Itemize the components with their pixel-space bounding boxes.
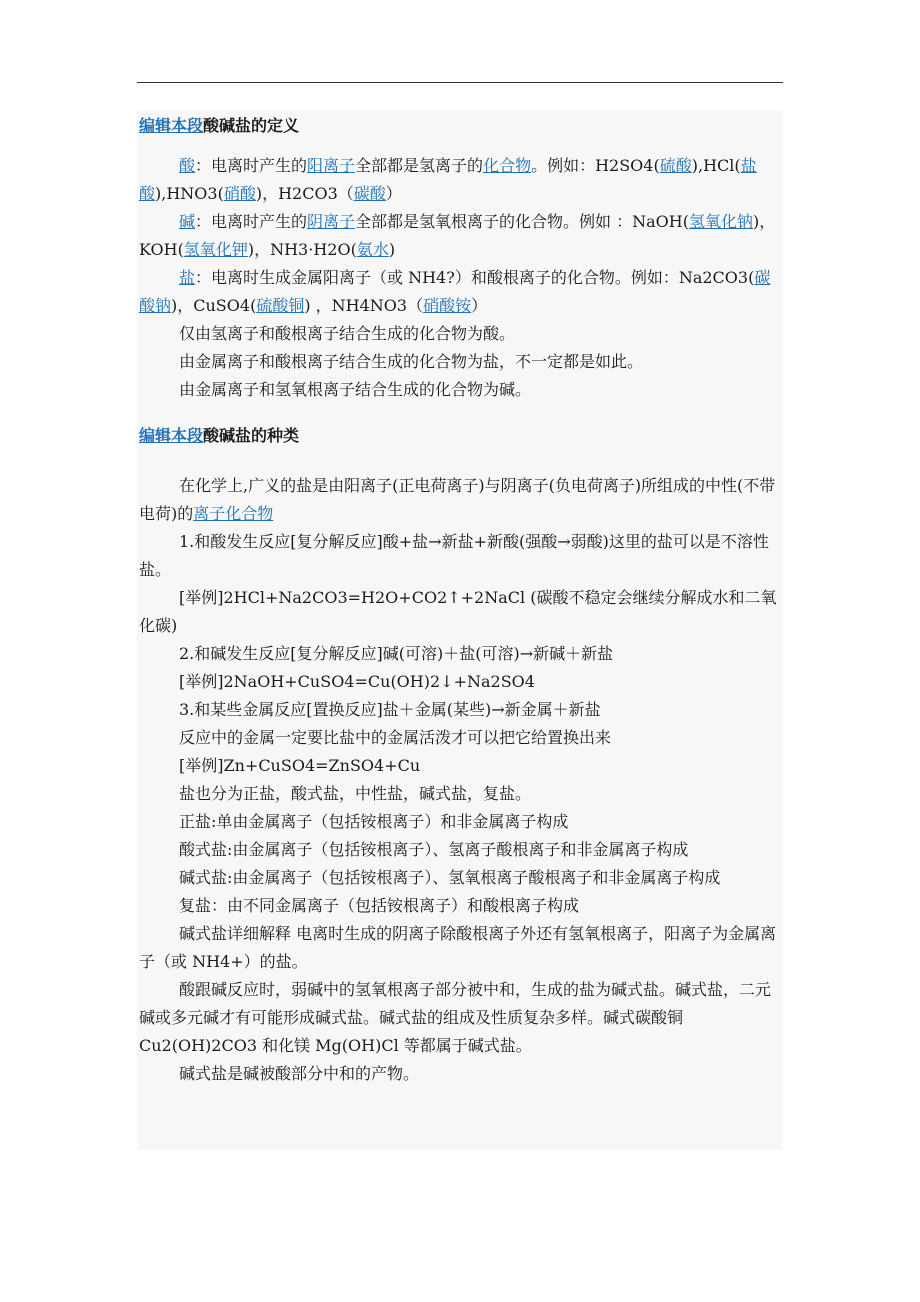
term-link-acid[interactable]: 酸 bbox=[179, 156, 196, 175]
term-link-base[interactable]: 碱 bbox=[179, 212, 196, 231]
paragraph: 2.和碱发生反应[复分解反应]碱(可溶)＋盐(可溶)→新碱＋新盐 bbox=[179, 644, 614, 663]
paragraph: [举例]Zn+CuSO4=ZnSO4+Cu bbox=[179, 756, 421, 775]
paragraph: 1.和酸发生反应[复分解反应]酸+盐→新盐+新酸(强酸→弱酸)这里的盐可以是不溶性盐。 bbox=[139, 532, 769, 579]
link-cation[interactable]: 阳离子 bbox=[307, 156, 356, 175]
paragraph: 仅由氢离子和酸根离子结合生成的化合物为酸。 bbox=[179, 324, 516, 343]
edit-section-link[interactable]: 编辑本段 bbox=[139, 116, 204, 135]
paragraph: [举例]2HCl+Na2CO3=H2O+CO2↑+2NaCl (碳酸不稳定会继续分解成水和二氧化碳) bbox=[139, 588, 777, 635]
paragraph: 正盐:单由金属离子（包括铵根离子）和非金属离子构成 bbox=[179, 812, 569, 831]
link-hydrochloric-acid[interactable]: 盐酸 bbox=[139, 156, 757, 203]
link-sodium-carbonate[interactable]: 碳酸钠 bbox=[139, 268, 771, 315]
base-definition: 碱：电离时产生的阴离子全部都是氢氧根离子的化合物。例如 ：NaOH(氢氧化钠)， KOH(氢氧化钾)，NH3·H2O(氨水) bbox=[139, 212, 776, 259]
link-ammonium-nitrate[interactable]: 硝酸铵 bbox=[423, 296, 472, 315]
paragraph: 由金属离子和酸根离子结合生成的化合物为盐，不一定都是如此。 bbox=[179, 352, 644, 371]
top-rule bbox=[137, 82, 783, 83]
acid-definition: 酸：电离时产生的阳离子全部都是氢离子的化合物。例如：H2SO4(硫酸),HCl(盐酸),HNO3(硝酸)，H2CO3（碳酸） bbox=[139, 156, 757, 203]
types-intro: 在化学上,广义的盐是由阳离子(正电荷离子)与阴离子(负电荷离子)所组成的中性(不带电荷)的离子化合物 bbox=[139, 476, 776, 523]
link-ionic-compound[interactable]: 离子化合物 bbox=[193, 504, 274, 523]
link-potassium-hydroxide[interactable]: 氢氧化钾 bbox=[183, 240, 248, 259]
link-nitric-acid[interactable]: 硝酸 bbox=[223, 184, 256, 203]
paragraph: 碱式盐:由金属离子（包括铵根离子）、氢氧根离子酸根离子和非金属离子构成 bbox=[179, 868, 721, 887]
paragraph: [举例]2NaOH+CuSO4=Cu(OH)2↓+Na2SO4 bbox=[179, 672, 535, 691]
edit-section-link[interactable]: 编辑本段 bbox=[139, 426, 204, 445]
section-title: 酸碱盐的种类 bbox=[203, 426, 300, 445]
paragraph: 3.和某些金属反应[置换反应]盐＋金属(某些)→新金属＋新盐 bbox=[179, 700, 601, 719]
link-sodium-hydroxide[interactable]: 氢氧化钠 bbox=[689, 212, 754, 231]
link-ammonia-water[interactable]: 氨水 bbox=[356, 240, 389, 259]
article-body bbox=[139, 112, 779, 1088]
section-heading-types bbox=[139, 422, 779, 450]
paragraph: 复盐：由不同金属离子（包括铵根离子）和酸根离子构成 bbox=[179, 896, 580, 915]
paragraph: 酸式盐:由金属离子（包括铵根离子）、氢离子酸根离子和非金属离子构成 bbox=[179, 840, 689, 859]
link-anion[interactable]: 阴离子 bbox=[307, 212, 356, 231]
paragraph: 碱式盐详细解释 电离时生成的阴离子除酸根离子外还有氢氧根离子，阳离子为金属离子（或 NH4+）的盐。 bbox=[139, 924, 777, 971]
paragraph: 反应中的金属一定要比盐中的金属活泼才可以把它给置换出来 bbox=[179, 728, 612, 747]
paragraph: 盐也分为正盐，酸式盐，中性盐，碱式盐，复盐。 bbox=[179, 784, 532, 803]
link-compound[interactable]: 化合物 bbox=[483, 156, 532, 175]
paragraph: 碱式盐是碱被酸部分中和的产物。 bbox=[179, 1064, 420, 1083]
link-copper-sulfate[interactable]: 硫酸铜 bbox=[256, 296, 305, 315]
term-link-salt[interactable]: 盐 bbox=[179, 268, 196, 287]
section-title: 酸碱盐的定义 bbox=[203, 116, 300, 135]
paragraph: 酸跟碱反应时，弱碱中的氢氧根离子部分被中和，生成的盐为碱式盐。碱式盐，二元碱或多元碱才有可能形成碱式盐。碱式盐的组成及性质复杂多样。碱式碳酸铜 Cu2(OH)2CO3 和化镁 Mg(OH)Cl 等都属于碱式盐。 bbox=[139, 980, 772, 1055]
paragraph: 由金属离子和氢氧根离子结合生成的化合物为碱。 bbox=[179, 380, 532, 399]
link-carbonic-acid[interactable]: 碳酸 bbox=[353, 184, 386, 203]
section-heading-definition bbox=[139, 112, 779, 140]
link-sulfuric-acid[interactable]: 硫酸 bbox=[659, 156, 692, 175]
salt-definition: 盐：电离时生成金属阳离子（或 NH4?）和酸根离子的化合物。例如：Na2CO3(碳酸钠)，CuSO4(硫酸铜) ，NH4NO3（硝酸铵） bbox=[139, 268, 771, 315]
